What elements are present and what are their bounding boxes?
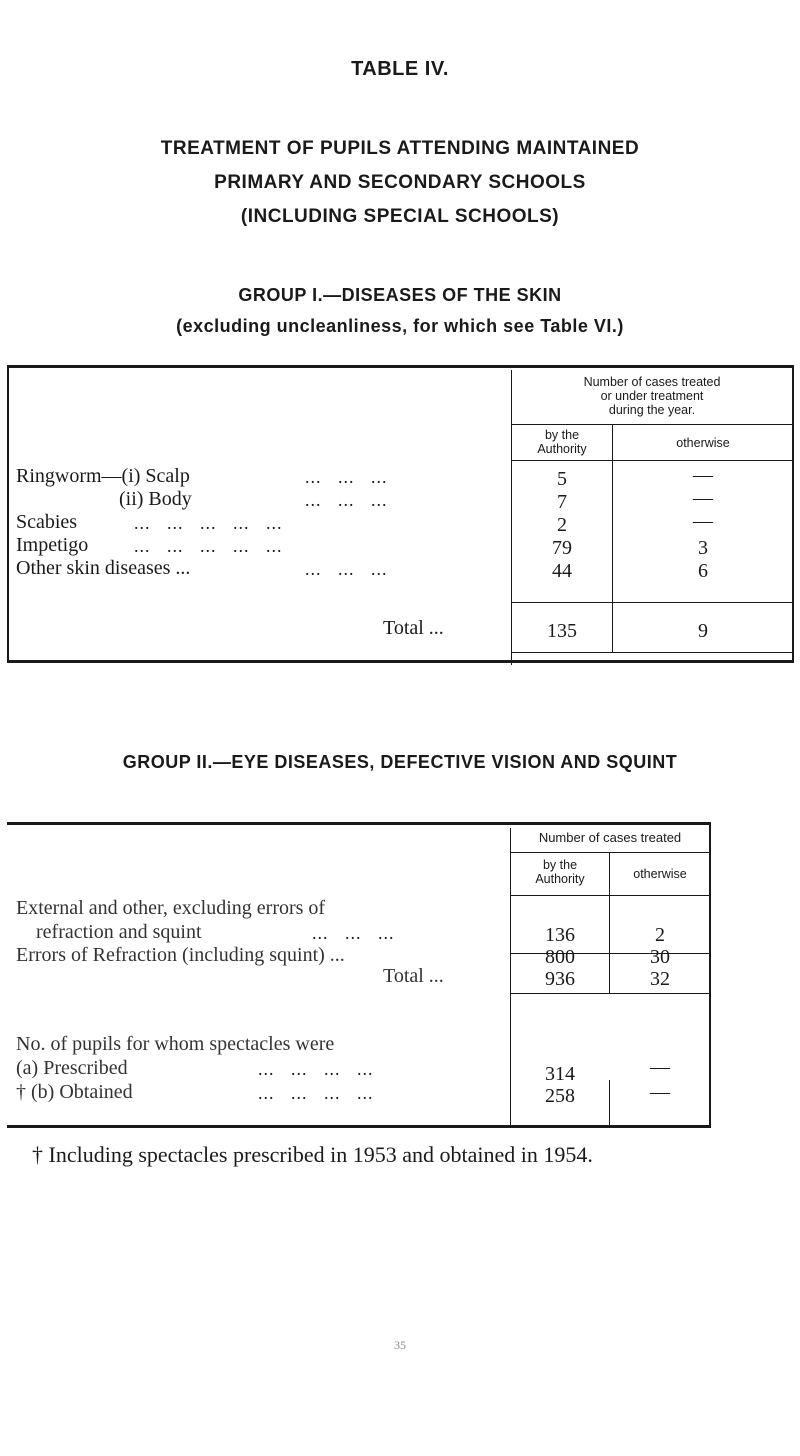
column-header-authority: by the Authority xyxy=(535,858,585,886)
header-rule xyxy=(510,895,710,896)
cell-otherwise: 30 xyxy=(650,946,670,968)
spectacles-label: No. of pupils for whom spectacles were xyxy=(16,1033,335,1055)
row-label: † (b) Obtained xyxy=(16,1081,133,1103)
row-label: External and other, excluding errors of xyxy=(16,897,326,919)
leader-dots: ... ... ... xyxy=(305,467,388,487)
total-label: Total ... xyxy=(383,617,444,639)
cell-authority: 5 xyxy=(557,468,567,490)
cell-authority: 258 xyxy=(545,1085,575,1107)
cell-authority: 44 xyxy=(552,560,572,582)
leader-dots: ... ... ... ... xyxy=(258,1059,374,1079)
table-border-top xyxy=(7,365,794,368)
cell-otherwise: 2 xyxy=(655,924,665,946)
main-title-line-3: (INCLUDING SPECIAL SCHOOLS) xyxy=(240,206,560,227)
page-number: 35 xyxy=(394,1338,406,1352)
leader-dots: ... ... ... ... ... xyxy=(134,536,283,556)
row-label: (ii) Body xyxy=(119,488,192,510)
cell-otherwise: — xyxy=(650,1056,670,1078)
header-rule xyxy=(511,460,793,461)
table-number: TABLE IV. xyxy=(351,58,449,80)
total-label: Total ... xyxy=(383,965,444,987)
row-label-continued: refraction and squint xyxy=(36,921,202,943)
total-otherwise: 9 xyxy=(698,620,708,642)
cell-otherwise: 6 xyxy=(698,560,708,582)
cell-otherwise: 3 xyxy=(698,537,708,559)
total-rule xyxy=(511,652,793,653)
leader-dots: ... ... ... ... xyxy=(258,1083,374,1103)
leader-dots: ... ... ... xyxy=(305,559,388,579)
total-authority: 936 xyxy=(545,968,575,990)
row-label: Other skin diseases ... xyxy=(16,557,191,579)
footnote: † Including spectacles prescribed in 1953 and obtained in 1954. xyxy=(32,1142,593,1167)
column-header-otherwise: otherwise xyxy=(633,867,687,881)
column-group-header: Number of cases treated xyxy=(538,830,682,845)
column-group-header: Number of cases treated or under treatment during the year. xyxy=(583,375,721,417)
table-border-left xyxy=(7,365,9,663)
main-title-line-2: PRIMARY AND SECONDARY SCHOOLS xyxy=(214,172,586,193)
table-border-bottom xyxy=(7,1125,711,1128)
group1-title: GROUP I.—DISEASES OF THE SKIN xyxy=(238,285,562,305)
leader-dots: ... ... ... xyxy=(312,923,395,943)
cell-authority: 136 xyxy=(545,924,575,946)
leader-dots: ... ... ... xyxy=(305,490,388,510)
cell-otherwise: — xyxy=(693,510,713,532)
row-label: Impetigo xyxy=(16,534,89,556)
dagger-mark: † xyxy=(16,1081,26,1103)
cell-authority: 800 xyxy=(545,946,575,968)
row-label: Ringworm—(i) Scalp xyxy=(16,465,190,487)
main-title-line-1: TREATMENT OF PUPILS ATTENDING MAINTAINED xyxy=(160,138,640,159)
cell-otherwise: — xyxy=(650,1081,670,1103)
header-rule xyxy=(510,852,710,853)
header-rule xyxy=(511,424,793,425)
table-border-bottom xyxy=(7,660,794,663)
row-label: Scabies xyxy=(16,511,78,533)
total-authority: 135 xyxy=(547,620,577,642)
row-label: (a) Prescribed xyxy=(16,1057,128,1079)
table-border-top xyxy=(7,822,711,825)
group2-title: GROUP II.—EYE DISEASES, DEFECTIVE VISION AND SQUINT xyxy=(122,752,678,772)
group1-subtitle: (excluding uncleanliness, for which see Table VI.) xyxy=(176,316,624,336)
total-otherwise: 32 xyxy=(650,968,670,990)
column-header-otherwise: otherwise xyxy=(676,436,730,450)
leader-dots: ... ... ... ... ... xyxy=(134,513,283,533)
cell-authority: 7 xyxy=(557,491,567,513)
total-rule xyxy=(511,602,793,603)
column-header-authority: by the Authority xyxy=(537,428,587,456)
cell-authority: 2 xyxy=(557,514,567,536)
cell-authority: 79 xyxy=(552,537,572,559)
row-label: Errors of Refraction (including squint) ... xyxy=(16,944,345,966)
total-rule xyxy=(510,993,710,994)
cell-otherwise: — xyxy=(693,464,713,486)
cell-otherwise: — xyxy=(693,487,713,509)
cell-authority: 314 xyxy=(545,1063,575,1085)
